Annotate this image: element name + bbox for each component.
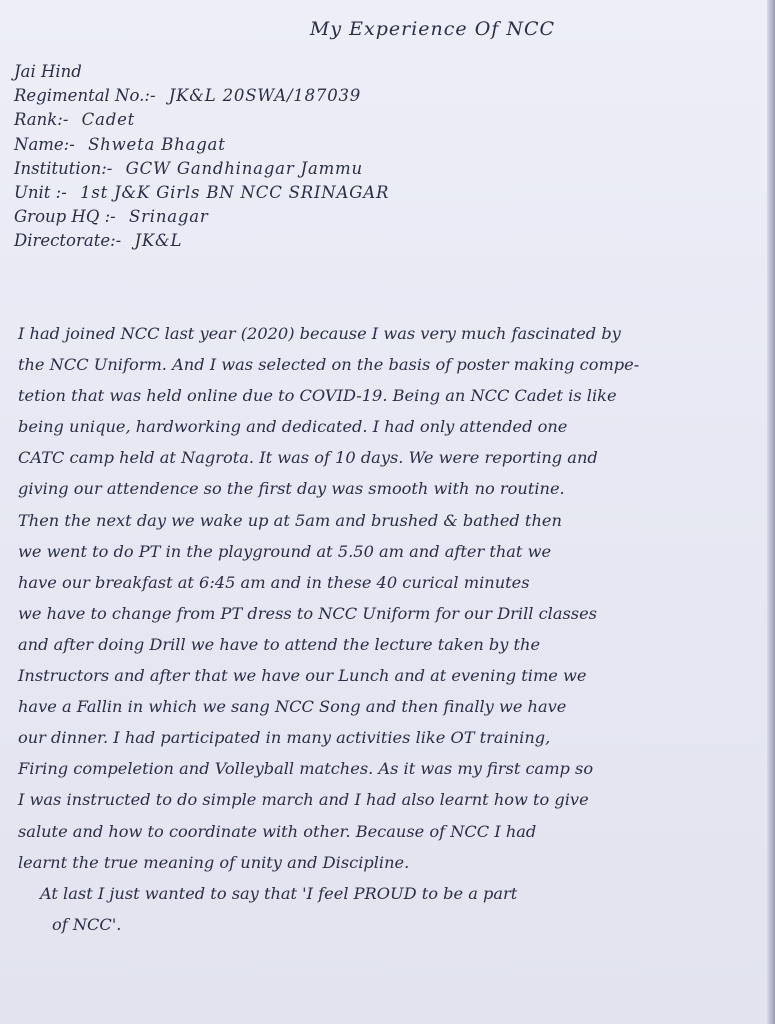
body-line: the NCC Uniform. And I was selected on the basis of poster making compe- [18, 355, 640, 375]
body-line: have our breakfast at 6:45 am and in these 40 curical minutes [18, 572, 530, 592]
body-line: giving our attendence so the first day was smooth with no routine. [18, 479, 565, 499]
regimental-number-line [14, 84, 714, 108]
greeting-line [14, 60, 714, 84]
unit-label: Unit :- [14, 182, 67, 202]
paper-edge-shadow [767, 0, 775, 1024]
body-line: tetion that was held online due to COVID-19. Being an NCC Cadet is like [18, 386, 617, 406]
body-line: and after doing Drill we have to attend the lecture taken by the [18, 634, 541, 654]
unit-value: 1st J&K Girls BN NCC SRINAGAR [80, 182, 390, 202]
letter-body [18, 318, 763, 940]
letter-title: My Experience Of NCC [309, 18, 556, 40]
body-line: salute and how to coordinate with other. Because of NCC I had [18, 821, 537, 841]
rank-label: Rank:- [14, 110, 69, 130]
unit-line [14, 181, 714, 205]
body-line: of NCC'. [52, 914, 122, 934]
body-line: I had joined NCC last year (2020) because I was very much fascinated by [18, 324, 621, 343]
body-line: learnt the true meaning of unity and Discipline. [18, 852, 410, 872]
name-label: Name:- [14, 134, 75, 154]
institution-line [14, 157, 714, 181]
regimental-number-value: JK&L 20SWA/187039 [168, 86, 362, 106]
group-hq-line [14, 205, 714, 229]
body-line: we have to change from PT dress to NCC Uniform for our Drill classes [18, 603, 597, 623]
group-hq-value: Srinagar [128, 207, 209, 227]
greeting: Jai Hind [14, 62, 82, 81]
regimental-number-label: Regimental No.:- [14, 86, 156, 106]
body-line: CATC camp held at Nagrota. It was of 10 days. We were reporting and [18, 448, 598, 468]
rank-line [14, 108, 714, 132]
body-line: being unique, hardworking and dedicated. I had only attended one [18, 417, 568, 437]
body-line: Firing compeletion and Volleyball matches. As it was my first camp so [18, 759, 594, 779]
body-line: At last I just wanted to say that 'I feel PROUD to be a part [40, 883, 518, 903]
body-line: have a Fallin in which we sang NCC Song and then finally we have [18, 697, 567, 717]
body-line: I was instructed to do simple march and I had also learnt how to give [18, 790, 589, 810]
directorate-line [14, 229, 714, 253]
institution-label: Institution:- [14, 158, 113, 178]
body-line: our dinner. I had participated in many activities like OT training, [18, 728, 551, 748]
body-line: Then the next day we wake up at 5am and brushed & bathed then [18, 510, 562, 530]
directorate-label: Directorate:- [14, 231, 122, 251]
body-line: Instructors and after that we have our Lunch and at evening time we [18, 666, 587, 686]
name-value: Shweta Bhagat [88, 134, 226, 154]
body-line: we went to do PT in the playground at 5.50 am and after that we [18, 541, 552, 561]
cadet-details [14, 60, 714, 254]
name-line [14, 133, 714, 157]
rank-value: Cadet [81, 110, 136, 130]
institution-value: GCW Gandhinagar Jammu [125, 158, 363, 178]
directorate-value: JK&L [134, 231, 183, 251]
group-hq-label: Group HQ :- [14, 207, 116, 227]
